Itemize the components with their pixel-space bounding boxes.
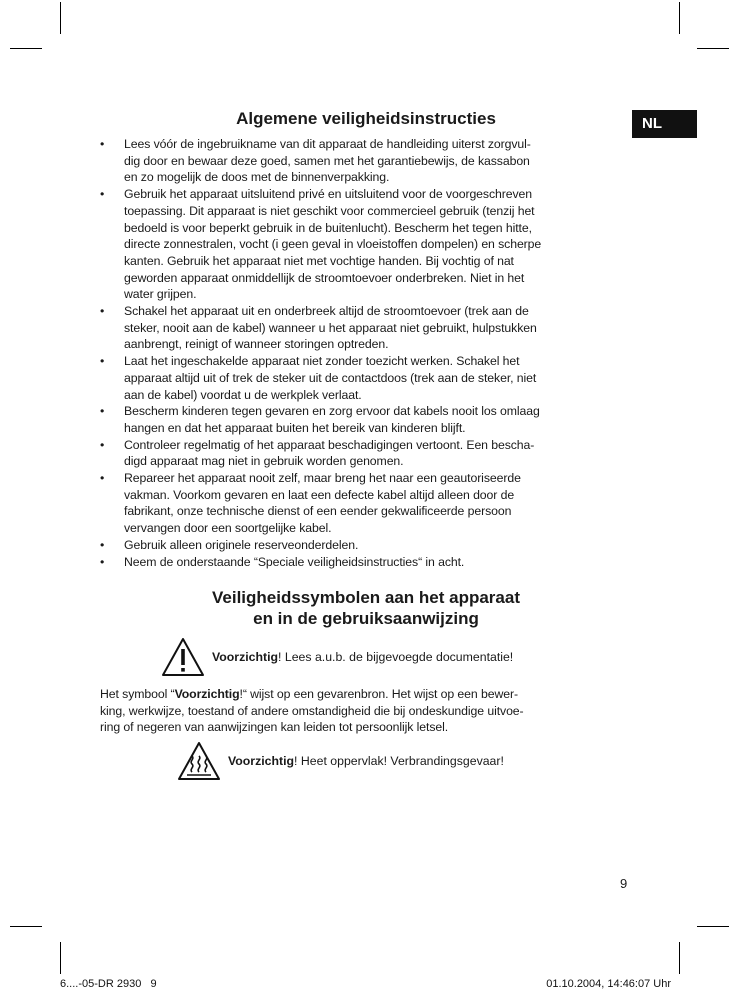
hot-surface-icon (176, 740, 222, 782)
section-title-symbols (100, 587, 632, 629)
section-title-symbols-line1: Veiligheidssymbolen aan het apparaat (212, 588, 520, 607)
safety-bullet-line: aan de kabel) voordat u de werkplek verlaat. (124, 387, 362, 402)
footer-file-info: 6....-05-DR 2930 9 (60, 978, 157, 990)
safety-bullet-item (100, 537, 632, 554)
language-badge: NL (632, 110, 697, 138)
warning-triangle-icon (160, 636, 206, 678)
caution-explanation-line1: !“ wijst op een gevarenbron. Het wijst op een bewer- (239, 687, 518, 701)
safety-bullet-line: Neem de onderstaande “Speciale veiligheidsinstructies“ in acht. (124, 554, 465, 569)
safety-bullet-line: vervangen door een soortgelijke kabel. (124, 521, 332, 536)
caution-message: ! Lees a.u.b. de bijgevoegde documentatie! (278, 650, 514, 664)
crop-mark (697, 926, 729, 927)
caution-explanation-bold: Voorzichtig (174, 687, 240, 701)
safety-bullet-line: en zo mogelijk de doos met de binnenverpakking. (124, 170, 390, 185)
safety-bullet-list (100, 136, 632, 570)
caution-text (212, 650, 513, 664)
crop-mark (697, 48, 729, 49)
safety-bullet-line: toepassing. Dit apparaat is niet geschikt voor commercieel gebruik (tenzij het (124, 203, 535, 218)
hot-surface-text (228, 754, 504, 768)
crop-mark (679, 2, 680, 34)
safety-bullet-line: geworden apparaat onmiddellijk de stroomtoevoer onderbreken. Niet in het (124, 270, 525, 285)
safety-bullet-item (100, 303, 632, 353)
safety-bullet-line: kanten. Gebruik het apparaat niet met vochtige handen. Bij vochtig of nat (124, 253, 514, 268)
safety-bullet-line: digd apparaat mag niet in gebruik worden genomen. (124, 454, 404, 469)
safety-bullet-item (100, 186, 632, 303)
safety-bullet-line: Gebruik het apparaat uitsluitend privé en uitsluitend voor de voorgeschreven (124, 187, 533, 202)
crop-mark (60, 942, 61, 974)
page-number: 9 (620, 876, 628, 891)
hot-surface-message: ! Heet oppervlak! Verbrandingsgevaar! (294, 754, 504, 768)
safety-bullet-line: Laat het ingeschakelde apparaat niet zonder toezicht werken. Schakel het (124, 354, 520, 369)
safety-bullet-item (100, 437, 632, 470)
safety-bullet-line: Lees vóór de ingebruikname van dit apparaat de handleiding uiterst zorgvul- (124, 137, 531, 151)
crop-mark (60, 2, 61, 34)
safety-bullet-line: fabrikant, onze technische dienst of een eender gekwalificeerde persoon (124, 504, 512, 519)
safety-bullet-line: hangen en dat het apparaat buiten het bereik van kinderen blijft. (124, 420, 466, 435)
safety-bullet-item (100, 353, 632, 403)
caution-explanation-line2: king, werkwijze, toestand of andere omstandigheid die bij ondeskundige uitvoe- (100, 703, 524, 718)
caution-label: Voorzichtig (212, 650, 279, 664)
safety-bullet-line: Repareer het apparaat nooit zelf, maar breng het naar een geautoriseerde (124, 471, 521, 486)
safety-bullet-line: vakman. Voorkom gevaren en laat een defecte kabel altijd alleen door de (124, 487, 515, 502)
safety-bullet-item (100, 403, 632, 436)
crop-mark (679, 942, 680, 974)
safety-bullet-line: aanbrengt, reinigt of wanneer storingen optreden. (124, 337, 389, 352)
section-title-safety: Algemene veiligheidsinstructies (236, 109, 496, 128)
safety-bullet-line: dig door en bewaar deze goed, samen met het garantiebewijs, de kassabon (124, 153, 530, 168)
crop-mark (10, 926, 42, 927)
safety-bullet-line: Schakel het apparaat uit en onderbreek altijd de stroomtoevoer (trek aan de (124, 304, 529, 319)
hot-surface-symbol-row (176, 740, 504, 782)
safety-bullet-item (100, 470, 632, 537)
safety-bullet-line: Gebruik alleen originele reserveonderdelen. (124, 537, 359, 552)
crop-mark (10, 48, 42, 49)
section-title-symbols-line2: en in de gebruiksaanwijzing (253, 609, 479, 628)
caution-explanation-prefix: Het symbool “ (100, 687, 175, 701)
caution-symbol-row (160, 636, 513, 678)
safety-bullet-item (100, 136, 632, 186)
safety-bullet-item (100, 554, 632, 571)
footer-timestamp: 01.10.2004, 14:46:07 Uhr (546, 978, 671, 990)
safety-bullet-line: water grijpen. (124, 287, 197, 302)
safety-bullet-line: Bescherm kinderen tegen gevaren en zorg ervoor dat kabels nooit los omlaag (124, 404, 540, 419)
safety-bullet-line: directe zonnestralen, vocht (i geen geval in vloeistoffen dompelen) en scherpe (124, 237, 542, 252)
safety-bullet-line: apparaat altijd uit of trek de steker uit de contactdoos (trek aan de steker, niet (124, 370, 537, 385)
safety-bullet-line: steker, nooit aan de kabel) wanneer u het apparaat niet gebruikt, hulpstukken (124, 320, 537, 335)
hot-surface-label: Voorzichtig (228, 754, 295, 768)
caution-explanation (100, 686, 632, 736)
safety-bullet-line: bedoeld is voor beperkt gebruik in de buitenlucht). Bescherm het tegen hitte, (124, 220, 532, 235)
safety-bullet-line: Controleer regelmatig of het apparaat beschadigingen vertoont. Een bescha- (124, 437, 535, 452)
caution-explanation-line3: ring of negeren van aanwijzingen kan leiden tot persoonlijk letsel. (100, 720, 449, 735)
